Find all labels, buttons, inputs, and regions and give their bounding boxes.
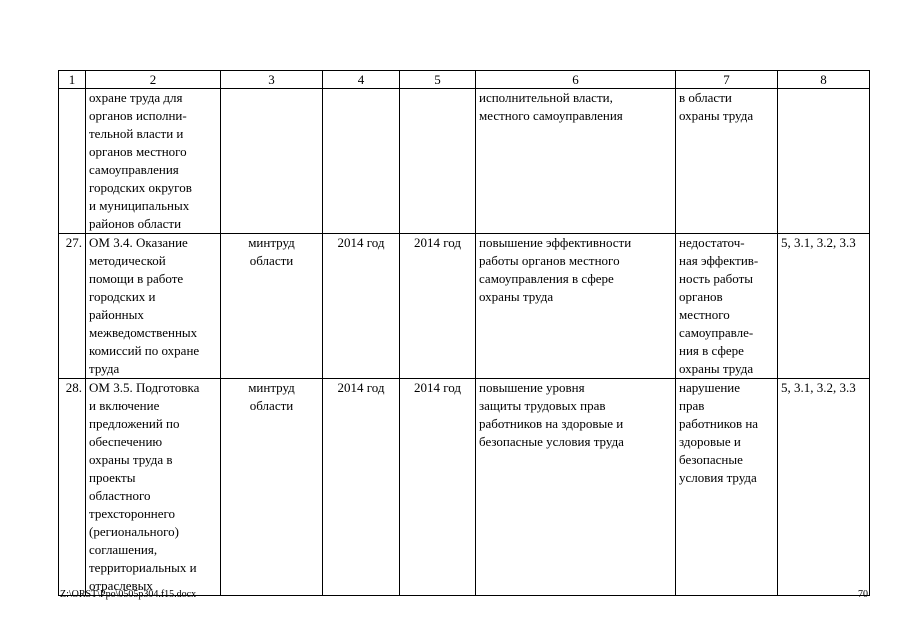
- executor-cell: минтруд области: [221, 379, 323, 596]
- executor-cell: минтруд области: [221, 234, 323, 379]
- indicator-link-cell: 5, 3.1, 3.2, 3.3: [778, 379, 870, 596]
- column-number: 3: [221, 71, 323, 89]
- table-row: [59, 379, 870, 596]
- start-year-cell: 2014 год: [323, 234, 400, 379]
- column-number: 8: [778, 71, 870, 89]
- expected-result-cell: повышение уровня защиты трудовых прав работников на здоровые и безопасные условия труда: [476, 379, 676, 596]
- measure-cell: ОМ 3.4. Оказание методической помощи в работе городских и районных межведомственных комиссий по охране труда: [86, 234, 221, 379]
- page-number: 70: [858, 589, 868, 600]
- column-number: 2: [86, 71, 221, 89]
- consequence-cell: недостаточ- ная эффектив- ность работы органов местного самоуправле- ния в сфере охраны труда: [676, 234, 778, 379]
- table-row: [59, 234, 870, 379]
- consequence-cell: в области охраны труда: [676, 89, 778, 234]
- row-number-cell: 28.: [59, 379, 86, 596]
- executor-cell: [221, 89, 323, 234]
- column-number: 6: [476, 71, 676, 89]
- row-number-cell: 27.: [59, 234, 86, 379]
- start-year-cell: [323, 89, 400, 234]
- row-number-cell: [59, 89, 86, 234]
- table-row: [59, 89, 870, 234]
- consequence-cell: нарушение прав работников на здоровые и безопасные условия труда: [676, 379, 778, 596]
- expected-result-cell: исполнительной власти, местного самоуправления: [476, 89, 676, 234]
- end-year-cell: [400, 89, 476, 234]
- measure-cell: охране труда для органов исполни- тельной власти и органов местного самоуправления городских округов и муниципальных районов области: [86, 89, 221, 234]
- end-year-cell: 2014 год: [400, 234, 476, 379]
- start-year-cell: 2014 год: [323, 379, 400, 596]
- column-number: 4: [323, 71, 400, 89]
- end-year-cell: 2014 год: [400, 379, 476, 596]
- column-number-row: [59, 71, 870, 89]
- expected-result-cell: повышение эффективности работы органов местного самоуправления в сфере охраны труда: [476, 234, 676, 379]
- program-measures-table: [58, 70, 870, 596]
- column-number: 7: [676, 71, 778, 89]
- measure-cell: ОМ 3.5. Подготовка и включение предложений по обеспечению охраны труда в проекты областного трехстороннего (регионального) соглашения, территориальных и отраслевых: [86, 379, 221, 596]
- column-number: 1: [59, 71, 86, 89]
- indicator-link-cell: [778, 89, 870, 234]
- column-number: 5: [400, 71, 476, 89]
- file-path-footer: Z:\ORST\Ppo\0505p304.f15.docx: [60, 589, 197, 600]
- indicator-link-cell: 5, 3.1, 3.2, 3.3: [778, 234, 870, 379]
